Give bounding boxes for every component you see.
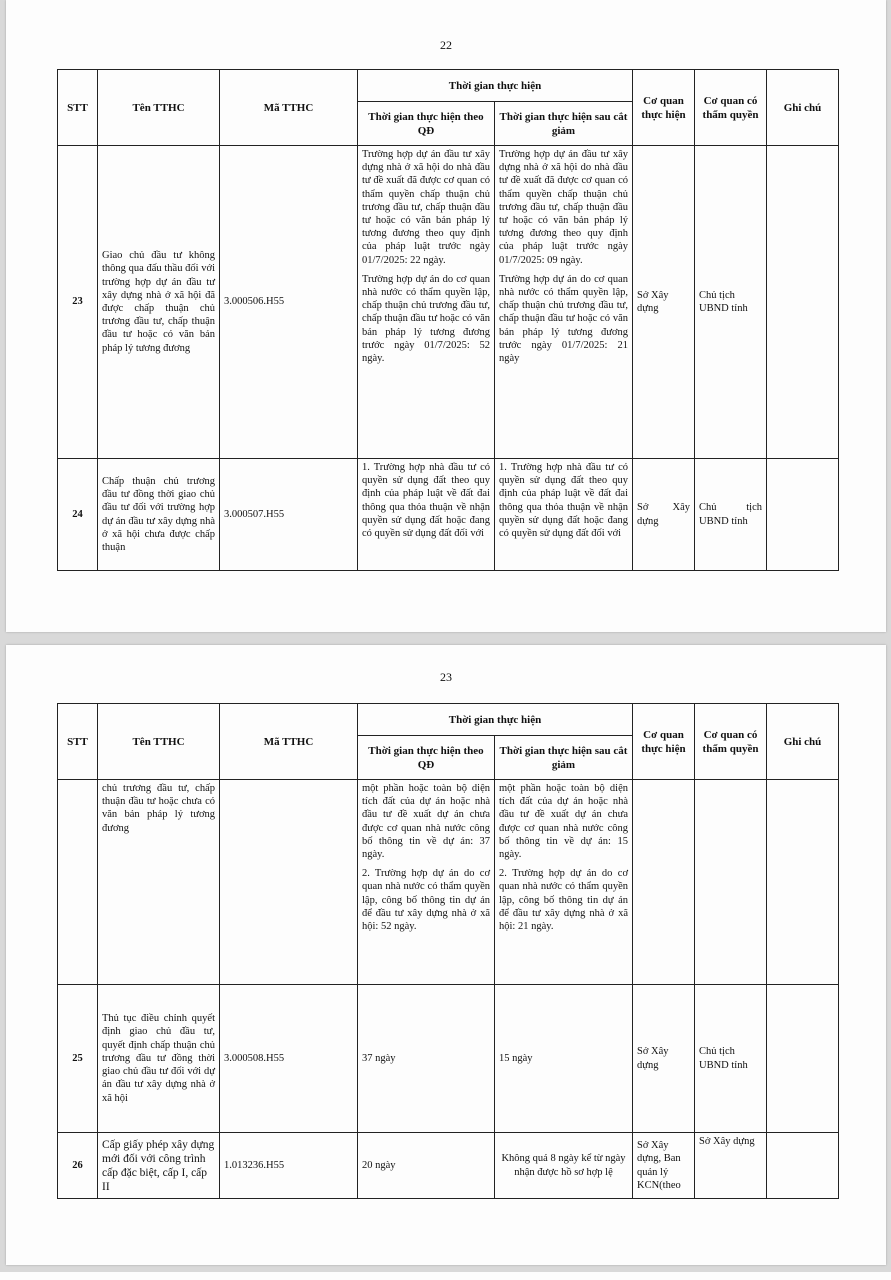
cell-stt: 23 (58, 146, 98, 459)
cell-sau-cat-giam (495, 459, 633, 571)
cell-sau-cat-giam: 15 ngày (495, 985, 633, 1133)
document-page-23 (6, 645, 886, 1265)
cell-theo-qd: 20 ngày (358, 1133, 495, 1199)
cell-sau-cat-giam (495, 146, 633, 459)
cell-ma: 1.013236.H55 (220, 1133, 358, 1199)
cell-ghi-chu (767, 985, 839, 1133)
header-tham-quyen: Cơ quan có thẩm quyền (695, 70, 767, 146)
cell-ma (220, 780, 358, 985)
page-number: 23 (440, 670, 452, 684)
cell-stt (58, 780, 98, 985)
cell-ten: Thủ tục điều chỉnh quyết định giao chủ đầu tư, quyết định chấp thuận chủ trương đầu tư đồng thời giao chủ đầu tư đối với dự án đầu tư xây dựng nhà ở xã hội (98, 985, 220, 1133)
cell-theo-qd: 37 ngày (358, 985, 495, 1133)
cell-co-quan: Sở Xây dựng (633, 146, 695, 459)
theo-qd-paragraph: Trường hợp dự án do cơ quan nhà nước có thẩm quyền lập, chấp thuận chủ trương đầu tư, chấp thuận đầu tư hoặc có văn bản pháp lý tương đương trước ngày 01/7/2025: 52 ngày. (362, 273, 490, 365)
cell-co-quan (633, 780, 695, 985)
procedure-table (57, 703, 839, 1199)
cell-stt: 25 (58, 985, 98, 1133)
cell-sau-cat-giam: Không quá 8 ngày kể từ ngày nhận được hồ sơ hợp lệ (495, 1133, 633, 1199)
header-theo-qd: Thời gian thực hiện theo QĐ (358, 102, 495, 146)
next-page-edge (0, 1272, 891, 1280)
theo-qd-paragraph: 2. Trường hợp dự án do cơ quan nhà nước có thẩm quyền lập, công bố thông tin dự án để đầu tư xây dựng nhà ở xã hội: 52 ngày. (362, 868, 490, 933)
cell-tham-quyen (695, 780, 767, 985)
sau-cat-giam-paragraph: Trường hợp dự án đầu tư xây dựng nhà ở xã hội do nhà đầu tư đề xuất đã được cơ quan có thẩm quyền chấp thuận chủ trương đầu tư, chấp thuận đầu tư hoặc có văn bản pháp lý tương đương theo quy định của pháp luật trước ngày 01/7/2025: 09 ngày. (499, 149, 628, 266)
cell-ma: 3.000506.H55 (220, 146, 358, 459)
document-page-22 (6, 0, 886, 632)
sau-cat-giam-paragraph: 1. Trường hợp nhà đầu tư có quyền sử dụng đất theo quy định của pháp luật về đất đai thông qua thỏa thuận về nhận quyền sử dụng đất hoặc đang có quyền sử dụng đất đối với (499, 462, 628, 540)
cell-co-quan: Sở Xây dựng (633, 459, 695, 571)
header-ma-tthc: Mã TTHC (220, 70, 358, 146)
cell-co-quan: Sở Xây dựng (633, 985, 695, 1133)
cell-stt: 26 (58, 1133, 98, 1199)
page-number: 22 (440, 38, 452, 52)
sau-cat-giam-paragraph: một phần hoặc toàn bộ diện tích đất của dự án hoặc nhà đầu tư đề xuất dự án chưa được cơ quan nhà nước công bố thông tin về dự án: 15 ngày. (499, 783, 628, 861)
header-tham-quyen: Cơ quan có thẩm quyền (695, 704, 767, 780)
cell-theo-qd (358, 459, 495, 571)
header-ten-tthc: Tên TTHC (98, 704, 220, 780)
cell-ten: Cấp giấy phép xây dựng mới đối với công trình cấp đặc biệt, cấp I, cấp II (98, 1133, 220, 1199)
table-row (58, 780, 839, 985)
cell-tham-quyen: Chủ tịch UBND tỉnh (695, 146, 767, 459)
table-row (58, 985, 839, 1133)
cell-tham-quyen: Chủ tịch UBND tỉnh (695, 459, 767, 571)
cell-ma: 3.000507.H55 (220, 459, 358, 571)
cell-sau-cat-giam (495, 780, 633, 985)
sau-cat-giam-paragraph: 2. Trường hợp dự án do cơ quan nhà nước có thẩm quyền lập, công bố thông tin dự án để đầu tư xây dựng nhà ở xã hội: 21 ngày. (499, 868, 628, 933)
cell-ghi-chu (767, 459, 839, 571)
theo-qd-paragraph: 1. Trường hợp nhà đầu tư có quyền sử dụng đất theo quy định của pháp luật về đất đai thông qua thỏa thuận về nhận quyền sử dụng đất hoặc đang có quyền sử dụng đất đối với (362, 462, 490, 540)
header-stt: STT (58, 704, 98, 780)
header-ghi-chu: Ghi chú (767, 704, 839, 780)
cell-tham-quyen: Chủ tịch UBND tỉnh (695, 985, 767, 1133)
header-ma-tthc: Mã TTHC (220, 704, 358, 780)
procedure-table (57, 69, 839, 571)
cell-stt: 24 (58, 459, 98, 571)
table-row (58, 1133, 839, 1199)
cell-ten: Giao chủ đầu tư không thông qua đấu thầu đối với trường hợp dự án đầu tư xây dựng nhà ở xã hội đã được chấp thuận chủ trương đầu tư, chấp thuận đầu tư hoặc có văn bản pháp lý tương đương (98, 146, 220, 459)
header-sau-cat-giam: Thời gian thực hiện sau cắt giảm (495, 102, 633, 146)
cell-ten: chủ trương đầu tư, chấp thuận đầu tư hoặc chưa có văn bản pháp lý tương đương (98, 780, 220, 985)
cell-ma: 3.000508.H55 (220, 985, 358, 1133)
cell-theo-qd (358, 780, 495, 985)
header-co-quan: Cơ quan thực hiện (633, 704, 695, 780)
cell-co-quan: Sở Xây dựng, Ban quản lý KCN(theo (633, 1133, 695, 1199)
header-co-quan: Cơ quan thực hiện (633, 70, 695, 146)
cell-ghi-chu (767, 780, 839, 985)
theo-qd-paragraph: Trường hợp dự án đầu tư xây dựng nhà ở xã hội do nhà đầu tư đề xuất đã được cơ quan có thẩm quyền chấp thuận chủ trương đầu tư, chấp thuận đầu tư hoặc có văn bản pháp lý tương đương theo quy định của pháp luật trước ngày 01/7/2025: 22 ngày. (362, 149, 490, 266)
theo-qd-paragraph: một phần hoặc toàn bộ diện tích đất của dự án hoặc nhà đầu tư đề xuất dự án chưa được cơ quan nhà nước công bố thông tin về dự án: 37 ngày. (362, 783, 490, 861)
cell-theo-qd (358, 146, 495, 459)
sau-cat-giam-paragraph: Trường hợp dự án do cơ quan nhà nước có thẩm quyền lập, chấp thuận chủ trương đầu tư, chấp thuận đầu tư hoặc có văn bản pháp lý tương đương trước ngày 01/7/2025: 21 ngày (499, 273, 628, 365)
cell-ghi-chu (767, 146, 839, 459)
header-ten-tthc: Tên TTHC (98, 70, 220, 146)
cell-tham-quyen: Sở Xây dựng (695, 1133, 767, 1199)
cell-ghi-chu (767, 1133, 839, 1199)
table-row (58, 146, 839, 459)
header-thoi-gian: Thời gian thực hiện (358, 704, 633, 736)
header-thoi-gian: Thời gian thực hiện (358, 70, 633, 102)
header-sau-cat-giam: Thời gian thực hiện sau cắt giảm (495, 736, 633, 780)
header-stt: STT (58, 70, 98, 146)
table-row (58, 459, 839, 571)
header-theo-qd: Thời gian thực hiện theo QĐ (358, 736, 495, 780)
cell-ten: Chấp thuận chủ trương đầu tư đồng thời giao chủ đầu tư đối với trường hợp dự án đầu tư xây dựng nhà ở xã hội chưa được chấp thuận (98, 459, 220, 571)
header-ghi-chu: Ghi chú (767, 70, 839, 146)
